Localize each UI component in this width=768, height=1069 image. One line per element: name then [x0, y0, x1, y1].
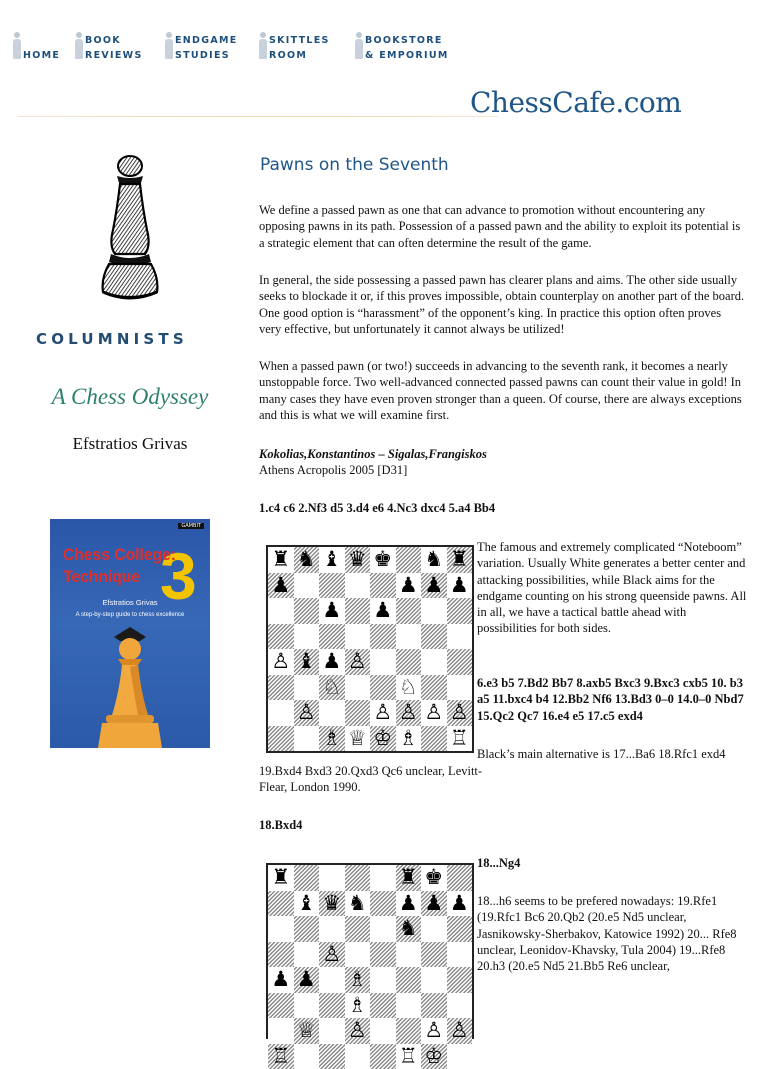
nav-endgame-studies-line1: ENDGAME	[175, 35, 238, 46]
board-square	[268, 865, 294, 891]
board-square	[370, 700, 396, 726]
pawn-icon	[258, 30, 267, 60]
game-players: Kokolias,Konstantinos – Sigalas,Frangiskos	[259, 446, 745, 462]
board-square	[421, 942, 447, 968]
chess-piece-icon: ♔	[424, 1046, 443, 1067]
pawn-icon	[164, 30, 173, 60]
chess-piece-icon: ♜	[271, 549, 290, 570]
nav-bookstore-emporium[interactable]	[354, 30, 449, 63]
board-square	[421, 1018, 447, 1044]
board-square	[396, 547, 422, 573]
chess-piece-icon: ♔	[373, 728, 392, 749]
board-square	[421, 573, 447, 599]
board-square	[345, 649, 371, 675]
board-square	[370, 726, 396, 752]
board-square	[421, 598, 447, 624]
chess-piece-icon: ♙	[271, 651, 290, 672]
nav-skittles-room[interactable]	[258, 30, 330, 63]
board-square	[345, 916, 371, 942]
paragraph-intro: We define a passed pawn as one that can advance to promotion without encountering any opposing pawns in its path. Possession of a passed pawn and the ability to exploit its potential is a strategic element that can often determine the result of the game.	[259, 202, 745, 251]
chess-piece-icon: ♟	[450, 893, 469, 914]
board-square	[294, 726, 320, 752]
board-square	[268, 1044, 294, 1069]
board-square	[396, 891, 422, 917]
chess-piece-icon: ♜	[450, 549, 469, 570]
board-square	[421, 891, 447, 917]
chess-pawn-illustration	[95, 150, 165, 310]
board-square	[421, 916, 447, 942]
board-square	[345, 675, 371, 701]
chess-piece-icon: ♙	[297, 702, 316, 723]
site-logo[interactable]: ChessCafe.com	[470, 86, 681, 119]
book-title-line1: Chess College:	[63, 545, 176, 564]
move-18-ng4: 18...Ng4	[477, 855, 747, 871]
board-square	[370, 598, 396, 624]
board-square	[345, 967, 371, 993]
board-square	[447, 573, 473, 599]
board-square	[319, 547, 345, 573]
board-square	[268, 726, 294, 752]
board-square	[319, 675, 345, 701]
board-square	[421, 675, 447, 701]
board-square	[319, 624, 345, 650]
board-square	[345, 624, 371, 650]
board-square	[345, 726, 371, 752]
chess-piece-icon: ♗	[322, 728, 341, 749]
board-square	[345, 700, 371, 726]
chess-diagram-1	[266, 545, 474, 753]
board-square	[370, 675, 396, 701]
note-alternative-line2: 19.Bxd4 Bxd3 20.Qxd3 Qc6 unclear, Levitt-	[259, 763, 745, 779]
board-square	[447, 993, 473, 1019]
chess-piece-icon: ♝	[322, 549, 341, 570]
board-square	[396, 573, 422, 599]
chess-piece-icon: ♞	[297, 549, 316, 570]
game-moves-opening: 1.c4 c6 2.Nf3 d5 3.d4 e6 4.Nc3 dxc4 5.a4 Bb4	[259, 500, 745, 516]
chess-piece-icon: ♙	[424, 702, 443, 723]
nav-bookstore-emporium-line1: BOOKSTORE	[365, 35, 443, 46]
chess-piece-icon: ♖	[271, 1046, 290, 1067]
chess-piece-icon: ♜	[271, 867, 290, 888]
board-square	[268, 993, 294, 1019]
board-square	[396, 865, 422, 891]
pawn-icon	[354, 30, 363, 60]
column-author: Efstratios Grivas	[30, 434, 230, 454]
chess-piece-icon: ♟	[399, 893, 418, 914]
board-square	[268, 573, 294, 599]
paragraph-seventh-rank: When a passed pawn (or two!) succeeds in advancing to the seventh rank, it becomes a nearly unstoppable force. Two well-advanced connected passed pawns can count their value in gold! In many cases they have even proven stronger than a queen. Of course, there are always exceptions and this is what we will examine first.	[259, 358, 745, 423]
chess-piece-icon: ♖	[450, 728, 469, 749]
note-h6-line: 18...h6 seems to be prefered nowadays: 19.Rfe1 (19.Rfc1 Bc6 20.Qb2 (20.e5 Nd5 unclear, Jasnikowsky-Sherbakov, Katowice 1992) 20... Rfe8 unclear, Leonidov-Khavsky, Tula 2004) 19...Rfe8 20.h3 (20.e5 Nd5 21.Bb5 Re6 unclear,	[477, 893, 747, 974]
chess-piece-icon: ♞	[348, 893, 367, 914]
board-square	[268, 675, 294, 701]
board-square	[294, 649, 320, 675]
board-square	[319, 700, 345, 726]
chess-piece-icon: ♗	[399, 728, 418, 749]
board-square	[370, 1044, 396, 1069]
board-square	[294, 700, 320, 726]
chess-piece-icon: ♙	[322, 944, 341, 965]
board-square	[319, 598, 345, 624]
board-square	[294, 573, 320, 599]
board-square	[268, 1018, 294, 1044]
board-square	[370, 547, 396, 573]
nav-skittles-room-line2: ROOM	[269, 50, 307, 61]
board-square	[447, 967, 473, 993]
board-square	[396, 993, 422, 1019]
board-square	[447, 942, 473, 968]
board-square	[447, 1044, 473, 1069]
board-square	[396, 598, 422, 624]
chess-piece-icon: ♟	[322, 600, 341, 621]
board-square	[319, 942, 345, 968]
board-square	[319, 1044, 345, 1069]
chess-piece-icon: ♘	[399, 677, 418, 698]
chess-piece-icon: ♙	[450, 702, 469, 723]
board-square	[294, 1018, 320, 1044]
board-square	[370, 891, 396, 917]
board-square	[345, 865, 371, 891]
chess-piece-icon: ♟	[424, 575, 443, 596]
board-square	[447, 649, 473, 675]
note-alternative-line3: Flear, London 1990.	[259, 779, 745, 795]
chess-piece-icon: ♕	[348, 728, 367, 749]
chess-diagram-2	[266, 863, 474, 1039]
chess-piece-icon: ♞	[399, 918, 418, 939]
book-volume-number: 3	[160, 541, 197, 611]
chess-piece-icon: ♕	[297, 1020, 316, 1041]
nav-book-reviews-line2: REVIEWS	[85, 50, 143, 61]
column-title: A Chess Odyssey	[30, 384, 230, 410]
chess-piece-icon: ♙	[399, 702, 418, 723]
board-square	[421, 624, 447, 650]
board-square	[447, 700, 473, 726]
chess-piece-icon: ♞	[424, 549, 443, 570]
board-square	[268, 598, 294, 624]
nav-skittles-room-line1: SKITTLES	[269, 35, 330, 46]
board-square	[370, 573, 396, 599]
board-square	[268, 942, 294, 968]
board-square	[345, 547, 371, 573]
book-title-line2: Technique	[63, 567, 140, 586]
board-square	[294, 1044, 320, 1069]
board-square	[294, 942, 320, 968]
board-square	[294, 598, 320, 624]
pawn-icon	[12, 30, 21, 60]
board-square	[370, 1018, 396, 1044]
board-square	[396, 700, 422, 726]
board-square	[421, 993, 447, 1019]
board-square	[345, 993, 371, 1019]
board-square	[421, 865, 447, 891]
chess-piece-icon: ♙	[450, 1020, 469, 1041]
book-cover[interactable]	[50, 519, 210, 748]
pawn-icon	[74, 30, 83, 60]
chess-piece-icon: ♖	[399, 1046, 418, 1067]
board-square	[396, 675, 422, 701]
board-square	[396, 624, 422, 650]
board-square	[370, 624, 396, 650]
board-square	[294, 865, 320, 891]
nav-home-label: HOME	[23, 50, 60, 61]
board-square	[345, 598, 371, 624]
board-square	[345, 1018, 371, 1044]
board-square	[319, 967, 345, 993]
board-square	[294, 547, 320, 573]
board-square	[370, 942, 396, 968]
chess-piece-icon: ♟	[271, 969, 290, 990]
board-square	[345, 573, 371, 599]
chess-piece-icon: ♘	[322, 677, 341, 698]
board-square	[370, 865, 396, 891]
queen-piece-illustration	[92, 623, 168, 748]
game-event: Athens Acropolis 2005 [D31]	[259, 462, 745, 478]
board-square	[447, 916, 473, 942]
board-square	[447, 624, 473, 650]
board-square	[268, 547, 294, 573]
chess-piece-icon: ♟	[297, 969, 316, 990]
board-square	[396, 942, 422, 968]
board-square	[421, 649, 447, 675]
chess-piece-icon: ♟	[322, 651, 341, 672]
board-square	[421, 967, 447, 993]
board-square	[294, 891, 320, 917]
board-square	[268, 700, 294, 726]
board-square	[447, 547, 473, 573]
board-square	[447, 598, 473, 624]
chess-piece-icon: ♛	[322, 893, 341, 914]
chess-piece-icon: ♟	[450, 575, 469, 596]
board-square	[319, 573, 345, 599]
board-square	[268, 967, 294, 993]
chess-piece-icon: ♚	[424, 867, 443, 888]
paragraph-general: In general, the side possessing a passed pawn has clearer plans and aims. The other side usually seeks to blockade it or, if this proves impossible, obtain counterplay on another part of the board. One good option is “harassment” of the opponent’s king. In practice this option often proves very effective, but unfortunately it cannot always be utilized!	[259, 272, 745, 337]
board-square	[447, 865, 473, 891]
chess-piece-icon: ♙	[348, 651, 367, 672]
board-square	[319, 993, 345, 1019]
chess-piece-icon: ♟	[271, 575, 290, 596]
chess-piece-icon: ♙	[348, 1020, 367, 1041]
board-square	[370, 967, 396, 993]
game-moves-middlegame: 6.e3 b5 7.Bd2 Bb7 8.axb5 Bxc3 9.Bxc3 cxb5 10. b3 a5 11.bxc4 b4 12.Bb2 Nf6 13.Bd3 0–0 14.0–0 Nbd7 15.Qc2 Qc7 16.e4 e5 17.c5 exd4	[477, 675, 747, 724]
chess-piece-icon: ♟	[399, 575, 418, 596]
chess-piece-icon: ♙	[424, 1020, 443, 1041]
board-square	[319, 916, 345, 942]
chess-piece-icon: ♜	[399, 867, 418, 888]
chess-piece-icon: ♗	[348, 995, 367, 1016]
board-square	[370, 993, 396, 1019]
board-square	[319, 649, 345, 675]
nav-book-reviews-line1: BOOK	[85, 35, 121, 46]
columnists-heading[interactable]: COLUMNISTS	[36, 330, 188, 348]
board-square	[421, 726, 447, 752]
board-square	[421, 1044, 447, 1069]
board-square	[294, 916, 320, 942]
nav-endgame-studies[interactable]	[164, 30, 238, 63]
board-square	[268, 916, 294, 942]
article-title: Pawns on the Seventh	[260, 155, 449, 175]
board-square	[319, 865, 345, 891]
board-square	[345, 891, 371, 917]
board-square	[370, 649, 396, 675]
book-subtitle: A step-by-step guide to chess excellence	[50, 612, 210, 618]
board-square	[447, 726, 473, 752]
board-square	[345, 1044, 371, 1069]
board-square	[396, 726, 422, 752]
publisher-logo: GAMBIT	[178, 523, 204, 529]
nav-bookstore-emporium-line2: & EMPORIUM	[365, 50, 449, 61]
board-square	[268, 649, 294, 675]
note-alternative-line1: Black’s main alternative is 17...Ba6 18.Rfc1 exd4	[477, 746, 747, 762]
board-square	[396, 1018, 422, 1044]
note-noteboom: The famous and extremely complicated “Noteboom” variation. Usually White generates a better center and attacking possibilities, while Black aims for the endgame counting on his strong queenside pawns. All in all, we have a tactical battle ahead with possibilities for both sides.	[477, 539, 747, 637]
chess-piece-icon: ♝	[297, 893, 316, 914]
board-square	[447, 891, 473, 917]
board-square	[268, 624, 294, 650]
board-square	[294, 993, 320, 1019]
board-square	[294, 624, 320, 650]
chess-piece-icon: ♛	[348, 549, 367, 570]
board-square	[447, 1018, 473, 1044]
chess-piece-icon: ♗	[348, 969, 367, 990]
board-square	[396, 916, 422, 942]
chess-piece-icon: ♚	[373, 549, 392, 570]
board-square	[370, 916, 396, 942]
board-square	[396, 649, 422, 675]
board-square	[447, 675, 473, 701]
board-square	[396, 967, 422, 993]
board-square	[421, 700, 447, 726]
board-square	[396, 1044, 422, 1069]
chess-piece-icon: ♝	[297, 651, 316, 672]
nav-home[interactable]	[12, 30, 60, 63]
nav-endgame-studies-line2: STUDIES	[175, 50, 230, 61]
board-square	[294, 675, 320, 701]
chess-piece-icon: ♙	[373, 702, 392, 723]
board-square	[294, 967, 320, 993]
board-square	[319, 891, 345, 917]
board-square	[319, 1018, 345, 1044]
book-author: Efstratios Grivas	[50, 598, 210, 607]
chess-piece-icon: ♟	[424, 893, 443, 914]
move-18-bxd4: 18.Bxd4	[259, 817, 745, 833]
board-square	[421, 547, 447, 573]
board-square	[268, 891, 294, 917]
board-square	[319, 726, 345, 752]
chess-piece-icon: ♟	[373, 600, 392, 621]
board-square	[345, 942, 371, 968]
nav-book-reviews[interactable]	[74, 30, 143, 63]
header-divider	[18, 116, 498, 117]
